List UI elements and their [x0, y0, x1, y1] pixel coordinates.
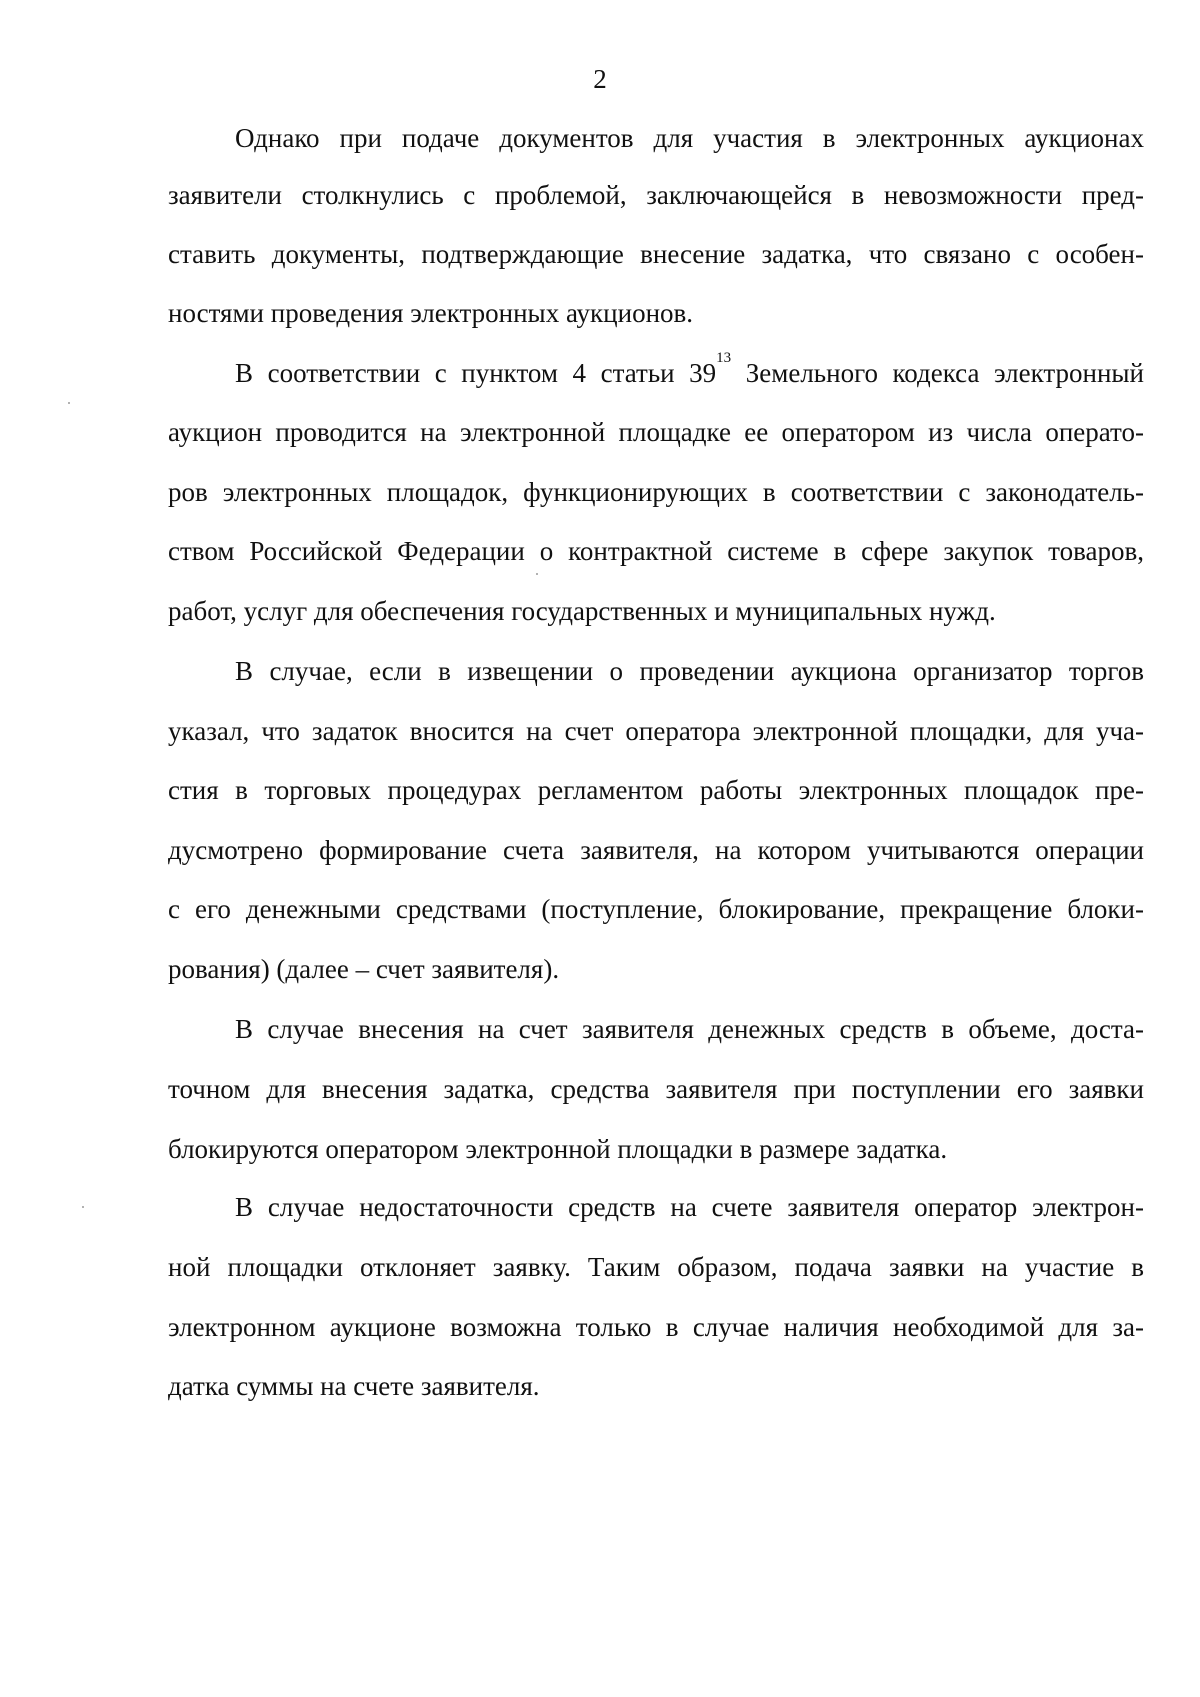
text-line: точном для внесения задатка, средства заявителя при поступлении его заявки — [168, 1074, 1144, 1104]
text-line: блокируются оператором электронной площадки в размере задатка. — [168, 1134, 948, 1164]
text-line: дусмотрено формирование счета заявителя, на котором учитываются операции — [168, 835, 1144, 865]
text-line: В случае, если в извещении о проведении аукциона организатор торгов — [235, 656, 1144, 686]
text-line: электронном аукционе возможна только в случае наличия необходимой для за- — [168, 1312, 1144, 1342]
scan-speck — [68, 402, 70, 404]
scan-speck — [536, 573, 538, 575]
text-line: аукцион проводится на электронной площадке ее оператором из числа операто- — [168, 417, 1144, 447]
text-line: ной площадки отклоняет заявку. Таким образом, подача заявки на участие в — [168, 1252, 1144, 1282]
text-fragment: В соответствии с пунктом 4 статьи 39 — [235, 358, 717, 388]
text-line: В случае внесения на счет заявителя денежных средств в объеме, доста- — [235, 1014, 1144, 1044]
text-line: указал, что задаток вносится на счет оператора электронной площадки, для уча- — [168, 716, 1144, 746]
text-line: ставить документы, подтверждающие внесение задатка, что связано с особен- — [168, 239, 1144, 269]
text-line: Однако при подаче документов для участия в электронных аукционах — [235, 123, 1144, 153]
page-number: 2 — [593, 64, 607, 94]
text-line: стия в торговых процедурах регламентом работы электронных площадок пре- — [168, 775, 1144, 805]
superscript: 13 — [716, 350, 732, 366]
text-line: заявители столкнулись с проблемой, заключающейся в невозможности пред- — [168, 180, 1144, 210]
text-line: рования) (далее – счет заявителя). — [168, 954, 560, 984]
text-line: ством Российской Федерации о контрактной системе в сфере закупок товаров, — [168, 536, 1144, 566]
text-line: В случае недостаточности средств на счете заявителя оператор электрон- — [235, 1192, 1144, 1222]
scan-speck — [82, 1206, 84, 1208]
text-line — [235, 350, 1144, 391]
text-line: ностями проведения электронных аукционов. — [168, 298, 694, 328]
text-line: ров электронных площадок, функционирующих в соответствии с законодатель- — [168, 477, 1144, 507]
text-fragment: Земельного кодекса электронный — [731, 358, 1144, 388]
text-line: датка суммы на счете заявителя. — [168, 1371, 540, 1401]
text-line: работ, услуг для обеспечения государственных и муниципальных нужд. — [168, 596, 996, 626]
text-line: с его денежными средствами (поступление, блокирование, прекращение блоки- — [168, 894, 1144, 924]
